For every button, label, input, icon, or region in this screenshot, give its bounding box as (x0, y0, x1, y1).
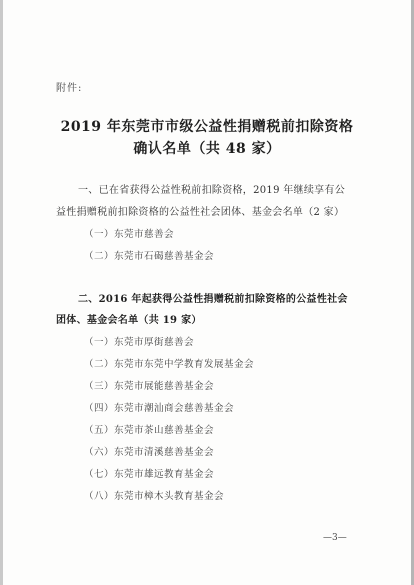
section-2-heading-line-1: 二、2016 年起获得公益性捐赠税前扣除资格的公益性社会 (78, 294, 348, 305)
document-title-line-1: 2019 年东莞市市级公益性捐赠税前扣除资格 (60, 119, 354, 135)
section-2-heading-line-2: 团体、基金会名单（共 19 家） (56, 315, 202, 326)
section-2-list-item: （八）东莞市樟木头教育基金会 (84, 491, 225, 502)
section-1-list-item: （二）东莞市石碣慈善基金会 (84, 251, 215, 262)
document-title-line-2: 确认名单（共 48 家） (133, 141, 281, 157)
section-2-list-item: （二）东莞市东莞中学教育发展基金会 (84, 359, 255, 370)
section-1-heading-line-1: 一、已在省获得公益性税前扣除资格，2019 年继续享有公 (78, 185, 346, 196)
attachment-label: 附件: (56, 83, 83, 94)
section-2-list-item: （三）东莞市展能慈善基金会 (84, 381, 215, 392)
page-left-edge (0, 0, 3, 585)
section-1-heading-line-2: 益性捐赠税前扣除资格的公益性社会团体、基金会名单（2 家） (56, 207, 345, 218)
section-2-list-item: （一）东莞市厚街慈善会 (84, 337, 195, 348)
section-1-list-item: （一）东莞市慈善会 (84, 229, 175, 240)
page-number: —3— (323, 533, 347, 543)
section-2-list-item: （四）东莞市潮汕商会慈善基金会 (84, 403, 235, 414)
section-2-list-item: （六）东莞市清溪慈善基金会 (84, 447, 215, 458)
section-2-list-item: （五）东莞市茶山慈善基金会 (84, 425, 215, 436)
section-2-list-item: （七）东莞市雄远教育基金会 (84, 469, 215, 480)
